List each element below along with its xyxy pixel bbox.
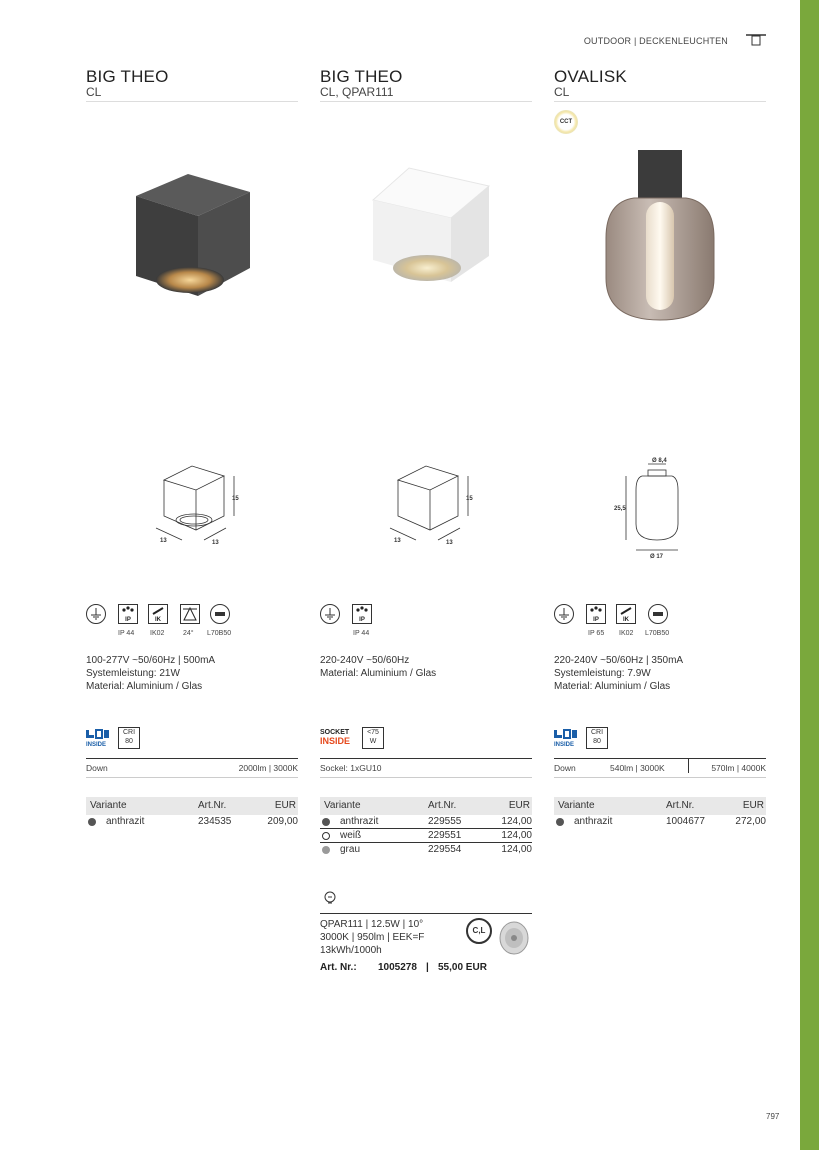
- dim-diameter-bottom-label: Ø 17: [650, 554, 664, 560]
- socket-inside-badge: SOCKET INSIDE: [320, 729, 351, 746]
- dim-depth-label: 13: [446, 540, 453, 546]
- ip-label: IP 44: [118, 630, 135, 637]
- accessory-price: 55,00 EUR: [438, 962, 487, 973]
- accessory-divider: [320, 913, 532, 914]
- led-icon: [554, 729, 578, 739]
- svg-text:IP: IP: [593, 617, 599, 623]
- feature-icons-row: [554, 604, 684, 640]
- ik-label: IK02: [150, 630, 165, 637]
- dim-height-label: 15: [232, 496, 239, 502]
- beam-angle-label: 24°: [183, 630, 194, 637]
- variants-table: [554, 797, 766, 828]
- cct-badge: CCT: [554, 110, 578, 134]
- protection-class-icon: [86, 604, 106, 624]
- product-title: BIG THEO: [320, 67, 403, 86]
- product-subtitle: CL: [554, 86, 766, 102]
- ik-label: IK02: [619, 630, 634, 637]
- product-subtitle: CL, QPAR111: [320, 86, 532, 102]
- product-column-big-theo-cl: [86, 68, 298, 102]
- product-image-ovalisk: [604, 148, 716, 324]
- color-swatch: [322, 832, 330, 840]
- protection-class-icon: [320, 604, 340, 624]
- dimension-drawing-big-theo-cl: [152, 462, 252, 546]
- dim-diameter-top-label: Ø 8,4: [652, 458, 667, 464]
- color-swatch: [322, 818, 330, 826]
- variants-table-header: Variante Art.Nr. EUR: [554, 797, 766, 815]
- lifetime-label: L70B50: [645, 630, 670, 637]
- category-header: OUTDOOR | DECKENLEUCHTEN: [583, 36, 728, 46]
- color-swatch: [322, 846, 330, 854]
- led-inside-badge: INSIDE: [554, 729, 578, 749]
- svg-text:IP: IP: [359, 617, 365, 623]
- table-row: anthrazit 1004677 272,00: [554, 815, 766, 828]
- ceiling-light-icon: [745, 33, 767, 47]
- beam-angle-icon: [180, 604, 200, 624]
- socket-row: [320, 758, 532, 778]
- dim-height-label: 25,5: [614, 506, 626, 512]
- light-separator: [688, 759, 689, 773]
- accessory-separator: |: [426, 962, 429, 973]
- qpar111-lamp-image: [496, 918, 532, 958]
- ik-icon: [148, 604, 168, 624]
- side-color-bar: [800, 0, 819, 1150]
- lifetime-icon: [648, 604, 668, 624]
- lumen-value: 2000lm | 3000K: [238, 763, 298, 773]
- ip-label: IP 65: [588, 630, 605, 637]
- table-row: weiß 229551 124,00: [320, 829, 532, 843]
- color-swatch: [88, 818, 96, 826]
- svg-text:IK: IK: [623, 617, 629, 623]
- led-icon: [86, 729, 110, 739]
- direction-label: Down: [86, 763, 108, 773]
- dim-height-label: 15: [466, 496, 473, 502]
- svg-text:IK: IK: [155, 617, 161, 623]
- dimension-drawing-big-theo-qpar111: [386, 462, 486, 546]
- product-column-big-theo-qpar111: [320, 68, 532, 102]
- dim-width-label: 13: [160, 538, 167, 544]
- table-row: anthrazit 234535 209,00: [86, 815, 298, 828]
- feature-icons-row: [86, 604, 246, 640]
- variants-table-header: Variante Art.Nr. EUR: [320, 797, 532, 815]
- light-output-row: [86, 758, 298, 778]
- product-spec: 220-240V ~50/60Hz Material: Aluminium / Glas: [320, 655, 437, 679]
- max-watt-badge: <75 W: [362, 727, 384, 749]
- page-number: 797: [766, 1112, 780, 1121]
- product-image-big-theo-white: [365, 160, 495, 300]
- product-subtitle: CL: [86, 86, 298, 102]
- bulb-icon: [323, 891, 337, 905]
- light-output-row: [554, 758, 766, 778]
- dim-width-label: 13: [394, 538, 401, 544]
- product-title: OVALISK: [554, 67, 627, 86]
- product-spec: 100-277V ~50/60Hz | 500mA Systemleistung: 21W Material: Aluminium / Glas: [86, 655, 216, 692]
- led-inside-badge: INSIDE: [86, 729, 110, 749]
- lumen-value-4000k: 570lm | 4000K: [711, 763, 766, 773]
- cl-badge: C,L: [466, 918, 492, 944]
- product-column-ovalisk-cl: [554, 68, 766, 102]
- table-row: anthrazit 229555 124,00: [320, 815, 532, 829]
- ik-icon: [616, 604, 636, 624]
- dimension-drawing-ovalisk: [612, 454, 692, 560]
- ip-icon: [118, 604, 138, 624]
- accessory-artnr: 1005278: [378, 962, 417, 973]
- protection-class-icon: [554, 604, 574, 624]
- lumen-value-3000k: 540lm | 3000K: [610, 763, 665, 773]
- svg-text:IP: IP: [125, 617, 131, 623]
- variants-table: [320, 797, 532, 856]
- variants-table-header: Variante Art.Nr. EUR: [86, 797, 298, 815]
- socket-label: Sockel: 1xGU10: [320, 763, 382, 773]
- accessory-spec: QPAR111 | 12.5W | 10° 3000K | 950lm | EEK=F 13kWh/1000h: [320, 919, 425, 956]
- lifetime-label: L70B50: [207, 630, 232, 637]
- dim-depth-label: 13: [212, 540, 219, 546]
- product-title: BIG THEO: [86, 67, 169, 86]
- ip-icon: [352, 604, 372, 624]
- cri-badge: CRI 80: [118, 727, 140, 749]
- direction-label: Down: [554, 763, 576, 773]
- ip-icon: [586, 604, 606, 624]
- feature-icons-row: [320, 604, 400, 640]
- product-image-big-theo-anthracite: [128, 168, 258, 303]
- ip-label: IP 44: [353, 630, 370, 637]
- product-spec: 220-240V ~50/60Hz | 350mA Systemleistung: 7.9W Material: Aluminium / Glas: [554, 655, 684, 692]
- color-swatch: [556, 818, 564, 826]
- table-row: grau 229554 124,00: [320, 843, 532, 856]
- accessory-artnr-label: Art. Nr.:: [320, 962, 357, 973]
- cri-badge: CRI 80: [586, 727, 608, 749]
- variants-table: [86, 797, 298, 828]
- lifetime-icon: [210, 604, 230, 624]
